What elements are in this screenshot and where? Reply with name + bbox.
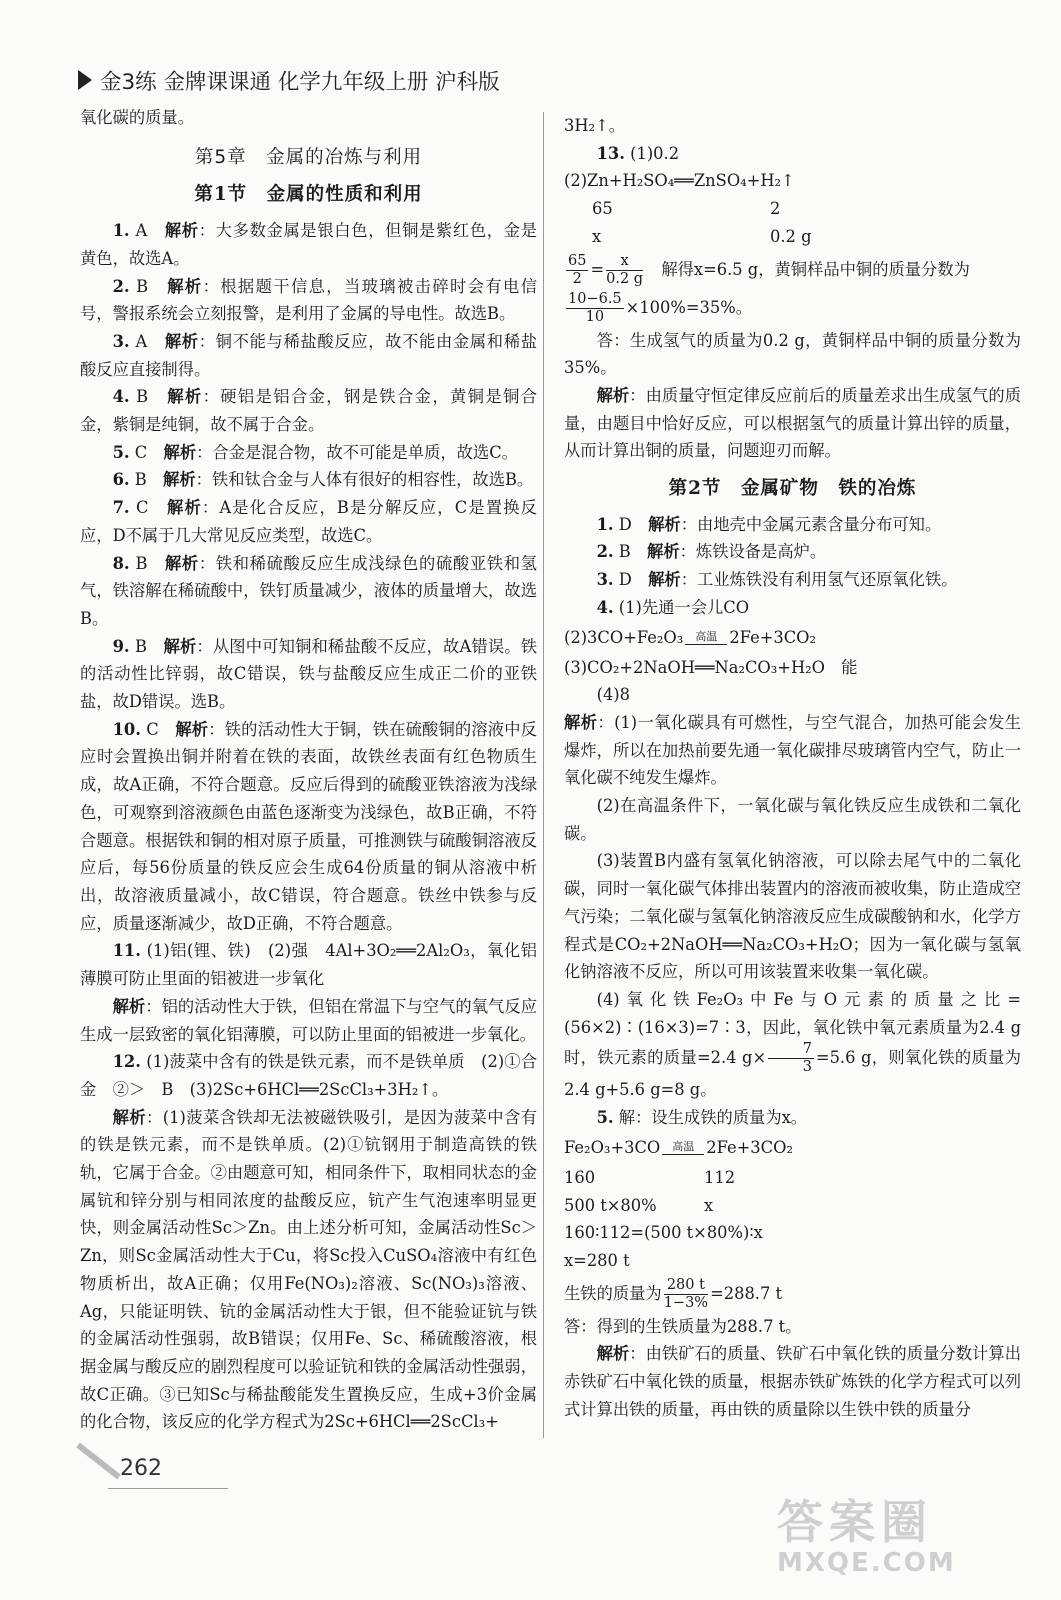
calc-row: 500 t×80% x	[564, 1195, 714, 1215]
answer-line: (4)8	[596, 685, 631, 705]
fraction: $\frac{10-6.5}{10}$	[568, 290, 622, 325]
fraction: $\frac{7}{3}$	[768, 1041, 814, 1076]
footer-underline	[108, 1488, 228, 1489]
calc-line: x=280 t	[564, 1250, 630, 1270]
explanation: (4)氧化铁Fe₂O₃中Fe与O元素的质量之比=(56×2)∶(16×3)=7∶3，因此，氧化铁中氧元素质量为2.4 g时，铁元素的质量=2.4 g× $\frac{7}{3}$ =5.6 g，则氧化铁的质量为2.4 g+5.6 g=8 g。	[564, 989, 1021, 1100]
condition-arrow: 高温	[685, 631, 727, 645]
calc-line: 生铁的质量为 $\frac{280 t}{1-3\%}$ =288.7 t	[564, 1276, 783, 1311]
explanation: 解析：由铁矿石的质量、铁矿石中氧化铁的质量分数计算出赤铁矿石中氧化铁的质量，根据赤铁矿炼铁的化学方程式可以列式计算出铁的质量，再由铁的质量除以生铁中铁的质量分	[564, 1344, 1021, 1419]
continued-line: 氧化碳的质量。	[80, 108, 194, 127]
equation: Fe₂O₃+3CO 高温 2Fe+3CO₂	[564, 1137, 793, 1157]
fraction: $\frac{280 t}{1-3\%}$	[663, 1276, 709, 1311]
explanation: 解析：(1)菠菜含铁却无法被磁铁吸引，是因为菠菜中含有的铁是铁元素，而不是铁单质。(2)①钪钢用于制造高铁的铁轨，它属于合金。②由题意可知，相同条件下，取相同状态的金属钪和锌分别与相同浓度的盐酸反应，钪产生气泡速率明显更快，则金属活动性Sc＞Zn。由上述分析可知，金属活动性Sc＞Zn，则Sc金属活动性大于Cu，将Sc投入CuSO₄溶液中有红色物质析出，故A正确；仅用Fe(NO₃)₂溶液、Sc(NO₃)₃溶液、Ag，只能证明铁、钪的金属活动性大于银，但不能验证钪与铁的金属活动性强弱，故B错误；仅用Fe、Sc、稀硫酸溶液，根据金属与酸反应的剧烈程度可以验证钪和铁的金属活动性强弱，故C正确。③已知Sc与稀盐酸能发生置换反应，生成+3价金属的化合物，该反应的化学方程式为2Sc+6HCl══2ScCl₃+	[80, 1107, 537, 1432]
watermark-url: MXQE.COM	[777, 1548, 956, 1578]
answer-item: 2. B 解析：炼铁设备是高炉。	[596, 542, 827, 562]
header-title: 金3练 金牌课课通 化学九年级上册 沪科版	[100, 69, 500, 95]
answer-item: 5. 解：设生成铁的质量为x。	[596, 1108, 808, 1128]
fraction: $\frac{65}{2}$	[568, 252, 587, 287]
page-footer	[78, 1440, 168, 1500]
explanation: 解析：铝的活动性大于铁，但铝在常温下与空气的氧气反应生成一层致密的氧化铝薄膜，可以防止里面的铝被进一步氧化。	[80, 996, 537, 1044]
answer-line: 答：生成氢气的质量为0.2 g，黄铜样品中铜的质量分数为35%。	[564, 330, 1021, 378]
chapter-title: 第5章 金属的冶炼与利用	[194, 146, 423, 168]
explanation: 解析：由质量守恒定律反应前后的质量差求出生成氢气的质量，由题目中恰好反应，可以根据氢气的质量计算出锌的质量，从而计算出铜的质量，问题迎刃而解。	[564, 385, 1021, 461]
answer-item: 8. B 解析：铁和稀硫酸反应生成浅绿色的硫酸亚铁和氢气，铁溶解在稀硫酸中，铁钉质量减少，液体的质量增大，故选B。	[80, 553, 537, 628]
calc-row: 65 2	[592, 199, 781, 219]
calc-line: $\frac{10-6.5}{10}$ ×100%=35%。	[568, 290, 752, 325]
answer-item: 3. D 解析：工业炼铁没有利用氢气还原氧化铁。	[596, 570, 958, 590]
continued-line: 3H₂↑。	[564, 116, 626, 135]
page-number: 262	[120, 1456, 162, 1481]
explanation: (2)在高温条件下，一氧化碳与氧化铁反应生成铁和二氧化碳。	[564, 796, 1021, 843]
watermark-text: 答案圈	[777, 1495, 933, 1549]
column-divider	[543, 112, 544, 1438]
answer-item: 6. B 解析：铁和钛合金与人体有很好的相容性，故选B。	[112, 470, 534, 490]
answer-item: 1. D 解析：由地壳中金属元素含量分布可知。	[596, 514, 942, 534]
answer-item: 13. (1)0.2	[596, 143, 680, 163]
explanation: 解析：(1)一氧化碳具有可燃性，与空气混合，加热可能会发生爆炸，所以在加热前要先通一氧化碳排尽玻璃管内空气，防止一氧化碳不纯发生爆炸。	[564, 712, 1021, 788]
equation: (3)CO₂+2NaOH══Na₂CO₃+H₂O 能	[564, 657, 858, 677]
answer-item: 1. A 解析：大多数金属是银白色，但铜是紫红色，金是黄色，故选A。	[80, 221, 537, 268]
calc-line: 160∶112=(500 t×80%)∶x	[564, 1223, 763, 1243]
explanation: (3)装置B内盛有氢氧化钠溶液，可以除去尾气中的二氧化碳，同时一氧化碳气体排出装置内的溶液而被收集，防止造成空气污染；二氧化碳与氢氧化钠溶液反应生成碳酸钠和水，化学方程式是CO₂+2NaOH══Na₂CO₃+H₂O；因为一氧化碳与氢氧化钠溶液不反应，所以可用该装置来收集一氧化碳。	[564, 851, 1021, 982]
condition-arrow: 高温	[662, 1141, 704, 1155]
triangle-icon	[78, 70, 92, 90]
equation: (2)Zn+H₂SO₄══ZnSO₄+H₂↑	[564, 171, 795, 191]
fraction: $\frac{x}{0.2 g}$	[606, 252, 644, 287]
answer-item: 5. C 解析：合金是混合物，故不可能是单质，故选C。	[112, 442, 518, 462]
right-column	[564, 112, 1021, 1423]
section-title: 第2节 金属矿物 铁的冶炼	[668, 478, 917, 500]
section-title: 第1节 金属的性质和利用	[194, 184, 423, 206]
calc-row: 160 112	[564, 1167, 736, 1187]
answer-line: 答：得到的生铁质量为288.7 t。	[564, 1316, 802, 1336]
watermark	[777, 1486, 1037, 1592]
answer-item: 4. B 解析：硬铝是铝合金，钢是铁合金，黄铜是铜合金，紫铜是纯铜，故不属于合金。	[80, 387, 537, 435]
pen-icon	[76, 1443, 121, 1480]
answer-item: 12. (1)菠菜中含有的铁是铁元素，而不是铁单质 (2)①合金 ②＞ B (3)2Sc+6HCl══2ScCl₃+3H₂↑。	[80, 1052, 537, 1099]
answer-item: 3. A 解析：铜不能与稀盐酸反应，故不能由金属和稀盐酸反应直接制得。	[80, 331, 537, 379]
answer-item: 4. (1)先通一会儿CO	[596, 597, 750, 617]
running-header	[78, 62, 500, 98]
answer-item: 11. (1)铝(锂、铁) (2)强 4Al+3O₂══2Al₂O₃，氧化铝薄膜可防止里面的铝被进一步氧化	[80, 941, 537, 989]
answer-item: 10. C 解析：铁的活动性大于铜，铁在硫酸铜的溶液中反应时会置换出铜并附着在铁的表面，故铁丝表面有红色物质生成，故A正确，不符合题意。反应后得到的硫酸亚铁溶液为浅绿色，可观察到溶液颜色由蓝色逐渐变为浅绿色，故B正确，不符合题意。根据铁和铜的相对原子质量，可推测铁与硫酸铜溶液反应后，每56份质量的铁反应会生成64份质量的铜从溶液中析出，故溶液质量减小，故C错误，符合题意。铁丝中铁参与反应，质量逐渐减少，故D正确，不符合题意。	[80, 719, 537, 933]
left-column	[80, 104, 537, 1436]
answer-item: 9. B 解析：从图中可知铜和稀盐酸不反应，故A错误。铁的活动性比锌弱，故C错误，铁与盐酸反应生成正二价的亚铁盐，故D错误。选B。	[80, 636, 537, 712]
answer-item: 7. C 解析：A是化合反应，B是分解反应，C是置换反应，D不属于几大常见反应类型，故选C。	[80, 498, 537, 545]
equation: (2)3CO+Fe₂O₃ 高温 2Fe+3CO₂	[564, 627, 817, 647]
answer-item: 2. B 解析：根据题干信息，当玻璃被击碎时会有电信号，警报系统会立刻报警，是利用了金属的导电性。故选B。	[80, 276, 537, 324]
calc-line: $\frac{65}{2}$ = $\frac{x}{0.2 g}$ 解得x=6.5 g，黄铜样品中铜的质量分数为	[568, 252, 970, 287]
calc-row: x 0.2 g	[592, 226, 812, 246]
